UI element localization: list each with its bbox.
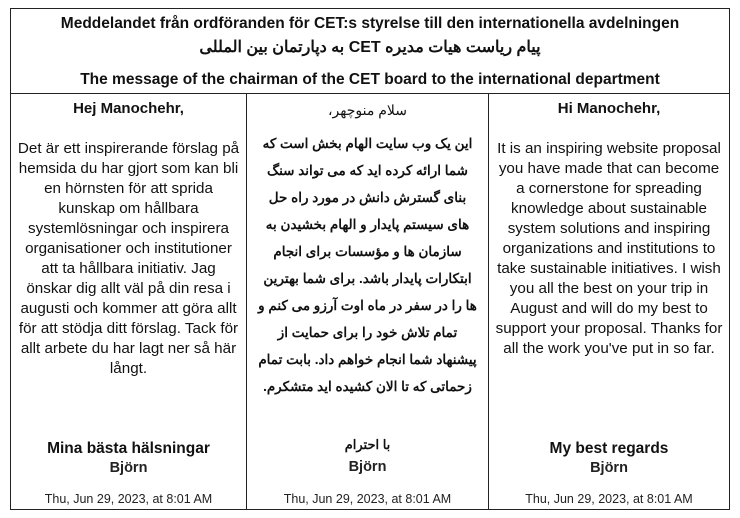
closing-regards: با احترام xyxy=(344,437,391,452)
closing-regards: Mina bästa hälsningar xyxy=(47,440,210,457)
timestamp: Thu, Jun 29, 2023, at 8:01 AM xyxy=(525,492,693,506)
document-header xyxy=(11,9,729,94)
greeting: سلام منوچهر، xyxy=(328,102,407,118)
column-persian xyxy=(247,94,489,509)
column-english xyxy=(489,94,729,509)
timestamp: Thu, Jun 29, 2023, at 8:01 AM xyxy=(44,492,213,506)
message-body: این یک وب سایت الهام بخش است که شما ارائه کرده اید که می تواند سنگ بنای گسترش دانش در مورد راه حل های سیستم پایدار و الهام بخشیدن به سازمان ها و مؤسسات برای انجام ابتکارات پایدار باشد. برای شما بهترین ها را در سفر در ماه اوت آرزو می کنم و تمام تلاش خود را برای حمایت از پیشنهاد شما انجام خواهم داد. بابت تمام زحماتی که تا الان کشیده اید متشکرم. xyxy=(258,136,477,394)
message-body: Det är ett inspirerande förslag på hemsida du har gjort som kan bli en hörnsten för att sprida kunskap om hållbara systemlösningar och inspirera organisationer och institutioner att ta hållbara initiativ. Jag önskar dig allt väl på din resa i augusti och kommer att göra allt för att stödja ditt förslag. Tack för allt arbete du har lagt ner så här långt. xyxy=(17,140,240,377)
header-title-persian: پیام ریاست هیات مدیره CET به دپارتمان بین المللی xyxy=(199,39,541,56)
message-body: It is an inspiring website proposal you have made that can become a cornerstone for spreading knowledge about sustainable system solutions and inspiring organizations and institutions to take sustainable initiatives. I wish you all the best on your trip in August and will do my best to support your proposal. Thanks for all the work you've put in so far. xyxy=(495,140,723,357)
signature-name: Björn xyxy=(109,460,148,476)
message-document xyxy=(10,8,730,510)
header-title-swedish: Meddelandet från ordföranden för CET:s styrelse till den internationella avdelningen xyxy=(60,15,680,32)
signature-name: Björn xyxy=(348,459,387,475)
closing-regards: My best regards xyxy=(549,440,669,457)
signature-name: Björn xyxy=(590,460,628,476)
column-swedish xyxy=(11,94,247,509)
greeting: Hej Manochehr, xyxy=(73,100,184,117)
greeting: Hi Manochehr, xyxy=(557,100,661,117)
header-title-english: The message of the chairman of the CET board to the international department xyxy=(80,71,660,88)
timestamp: Thu, Jun 29, 2023, at 8:01 AM xyxy=(283,492,452,506)
